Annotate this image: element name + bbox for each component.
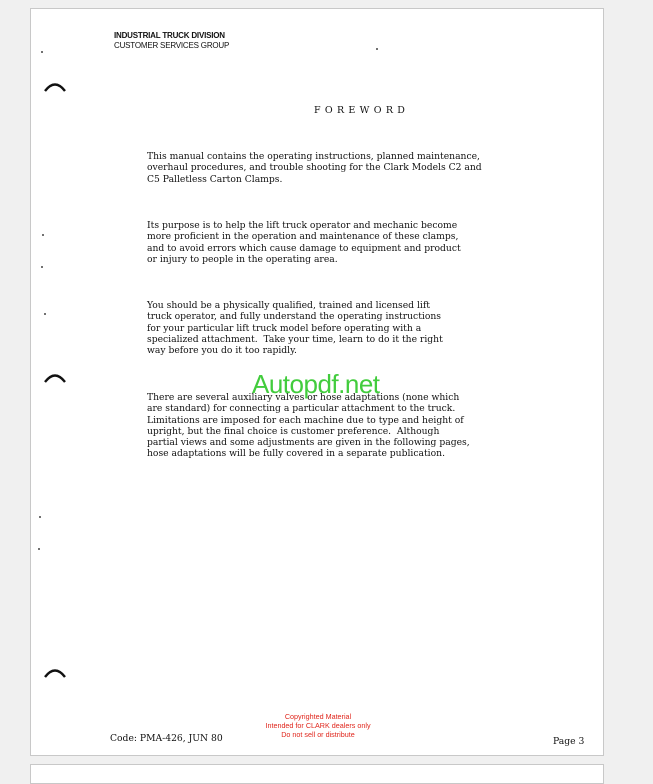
- page-number: Page 3: [553, 736, 585, 747]
- document-page: [30, 8, 604, 756]
- scan-speck: [376, 48, 378, 50]
- next-page: [30, 764, 604, 784]
- group-name: CUSTOMER SERVICES GROUP: [114, 41, 230, 50]
- paragraph: This manual contains the operating instructions, planned maintenance, overhaul procedures, and trouble shooting for the Clark Models C2 and C5 Palletless Carton Clamps.: [147, 151, 482, 185]
- binder-hole-icon: [44, 665, 66, 679]
- paragraph: There are several auxiliary valves or hose adaptations (none which are standard) for connecting a particular attachment to the truck. Limitations are imposed for each machine due to type and height of upright, but the final choice is customer preference. Although partial views and some adjustments are given in the following pages, hose adaptations will be fully covered in a separate publication.: [147, 392, 470, 460]
- copyright-line: Do not sell or distribute: [281, 730, 355, 739]
- scan-speck: [41, 266, 43, 268]
- scan-speck: [41, 51, 43, 53]
- copyright-line: Copyrighted Material: [284, 712, 352, 721]
- scan-speck: [44, 313, 46, 315]
- copyright-notice: [253, 712, 383, 739]
- binder-hole-icon: [44, 79, 66, 93]
- scan-speck: [42, 234, 44, 236]
- division-name: INDUSTRIAL TRUCK DIVISION: [114, 31, 225, 40]
- scan-speck: [38, 548, 40, 550]
- binder-hole-icon: [44, 370, 66, 384]
- watermark: Autopdf.net: [252, 369, 380, 399]
- paragraph: You should be a physically qualified, trained and licensed lift truck operator, and fully understand the operating instructions for your particular lift truck model before operating with a specialized attachment. Take your time, learn to do it the right way before you do it too rapidly.: [147, 300, 443, 357]
- scan-speck: [39, 516, 41, 518]
- page-header: [114, 31, 229, 51]
- document-code: Code: PMA-426, JUN 80: [110, 733, 223, 744]
- page-title: FOREWORD: [314, 105, 410, 116]
- copyright-line: Intended for CLARK dealers only: [265, 721, 371, 730]
- paragraph: Its purpose is to help the lift truck operator and mechanic become more proficient in the operation and maintenance of these clamps, and to avoid errors which cause damage to equipment and product or injury to people in the operating area.: [147, 220, 461, 265]
